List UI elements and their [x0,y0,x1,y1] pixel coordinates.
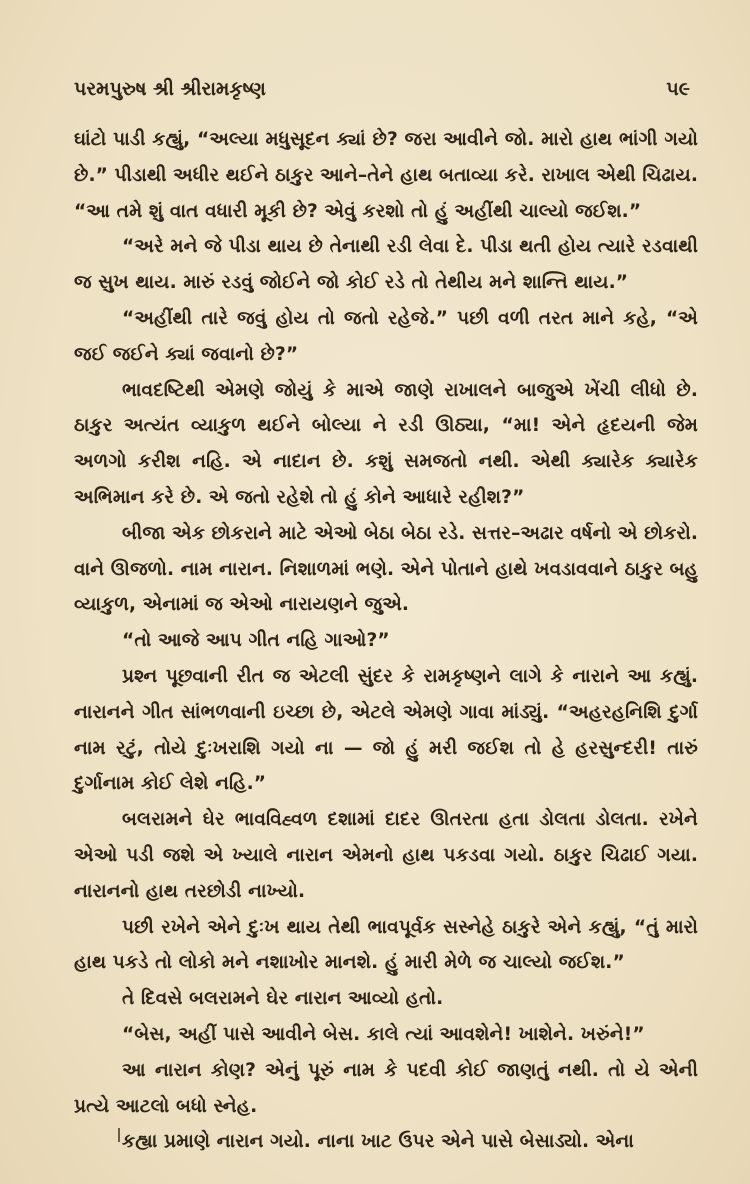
paragraph: આ નારાન કોણ? એનું પૂરું નામ કે પદવી કોઈ જાણતું નથી. તો યે એની પ્રત્યે આટલો બધો સ્નેહ. [74,1059,698,1117]
running-head [74,78,698,100]
margin-mark [118,1128,120,1142]
paragraph: “અરે મને જે પીડા થાય છે તેનાથી રડી લેવા દે. પીડા થતી હોય ત્યારે રડવાથી જ સુખ થાય. મારું રડવું જોઈને જો કોઈ રડે તો તેથીય મને શાન્તિ થાય.” [74,236,698,294]
paragraph: પછી રખેને એને દુઃખ થાય તેથી ભાવપૂર્વક સસ્નેહે ઠાકુરે એને કહ્યું, “તું મારો હાથ પકડે તો લોકો મને નશાખોર માનશે. હું મારી મેળે જ ચાલ્યો જઈશ.” [74,916,698,974]
paragraph: ભાવદષ્ટિથી એમણે જોયું કે માએ જાણે રાખાલને બાજુએ ખેંચી લીધો છે. ઠાકુર અત્યંત વ્યાકુળ થઈને બોલ્યા ને રડી ઊઠ્યા, “મા! એને હૃદયની જેમ અળગો કરીશ નહિ. એ નાદાન છે. કશું સમજતો નથી. એથી ક્યારેક ક્યારેક અભિમાન કરે છે. એ જતો રહેશે તો હું કોને આધારે રહીશ?” [74,379,698,508]
paragraph: કહ્યા પ્રમાણે નારાન ગયો. નાના ખાટ ઉપર એને પાસે બેસાડ્યો. એના [122,1131,634,1153]
running-title: પરમપુરુષ શ્રી શ્રીરામકૃષ્ણ [74,78,266,100]
paragraph: પ્રશ્ન પૂછવાની રીત જ એટલી સુંદર કે રામકૃષ્ણને લાગે કે નારાને આ કહ્યું. નારાનને ગીત સાંભળવાની ઇચ્છા છે, એટલે એમણે ગાવા માંડ્યું. “અહરહનિશિ દુર્ગા નામ રટું, તોયે દુઃખરાશિ ગયો ના — જો હું મરી જઈશ તો હે હરસુન્દરી! તારું દુર્ગાનામ કોઈ લેશે નહિ.” [74,665,698,795]
paragraph: “અહીંથી તારે જવું હોય તો જતો રહેજે.” પછી વળી તરત માને કહે, “એ જઈ જઈને ક્યાં જવાનો છે?” [74,307,698,365]
paragraph: “બેસ, અહીં પાસે આવીને બેસ. કાલે ત્યાં આવશેને! ખાશેને. ખરુંને!” [122,1023,645,1045]
paragraph: “તો આજે આપ ગીત નહિ ગાઓ?” [122,630,390,652]
paragraph: તે દિવસે બલરામને ઘેર નારાન આવ્યો હતો. [122,988,444,1010]
paragraph: બલરામને ઘેર ભાવવિહ્વળ દશામાં દાદર ઊતરતા હતા ડોલતા ડોલતા. રખેને એઓ પડી જશે એ ખ્યાલે નારાન એમનો હાથ પકડવા ગયો. ઠાકુર ચિઢાઈ ગયા. નારાનનો હાથ તરછોડી નાખ્યો. [74,809,698,902]
page-number: ૫૯ [666,78,690,100]
paragraph: ઘાંટો પાડી કહ્યું, “અલ્યા મધુસૂદન ક્યાં છે? જરા આવીને જો. મારો હાથ ભાંગી ગયો છે.” પીડાથી અધીર થઈને ઠાકુર આને–તેને હાથ બતાવ્યા કરે. રાખાલ એથી ચિઢાય. “આ તમે શું વાત વધારી મૂકી છે? એવું કરશો તો હું અહીંથી ચાલ્યો જઈશ.” [74,129,698,222]
page-body [74,122,698,1160]
paragraph: બીજા એક છોકરાને માટે એઓ બેઠા બેઠા રડે. સત્તર–અઢાર વર્ષનો એ છોકરો. વાને ઊજળો. નામ નારાન. નિશાળમાં ભણે. એને પોતાને હાથે ખવડાવવાને ઠાકુર બહુ વ્યાકુળ, એનામાં જ એઓ નારાયણને જુએ. [74,522,698,616]
